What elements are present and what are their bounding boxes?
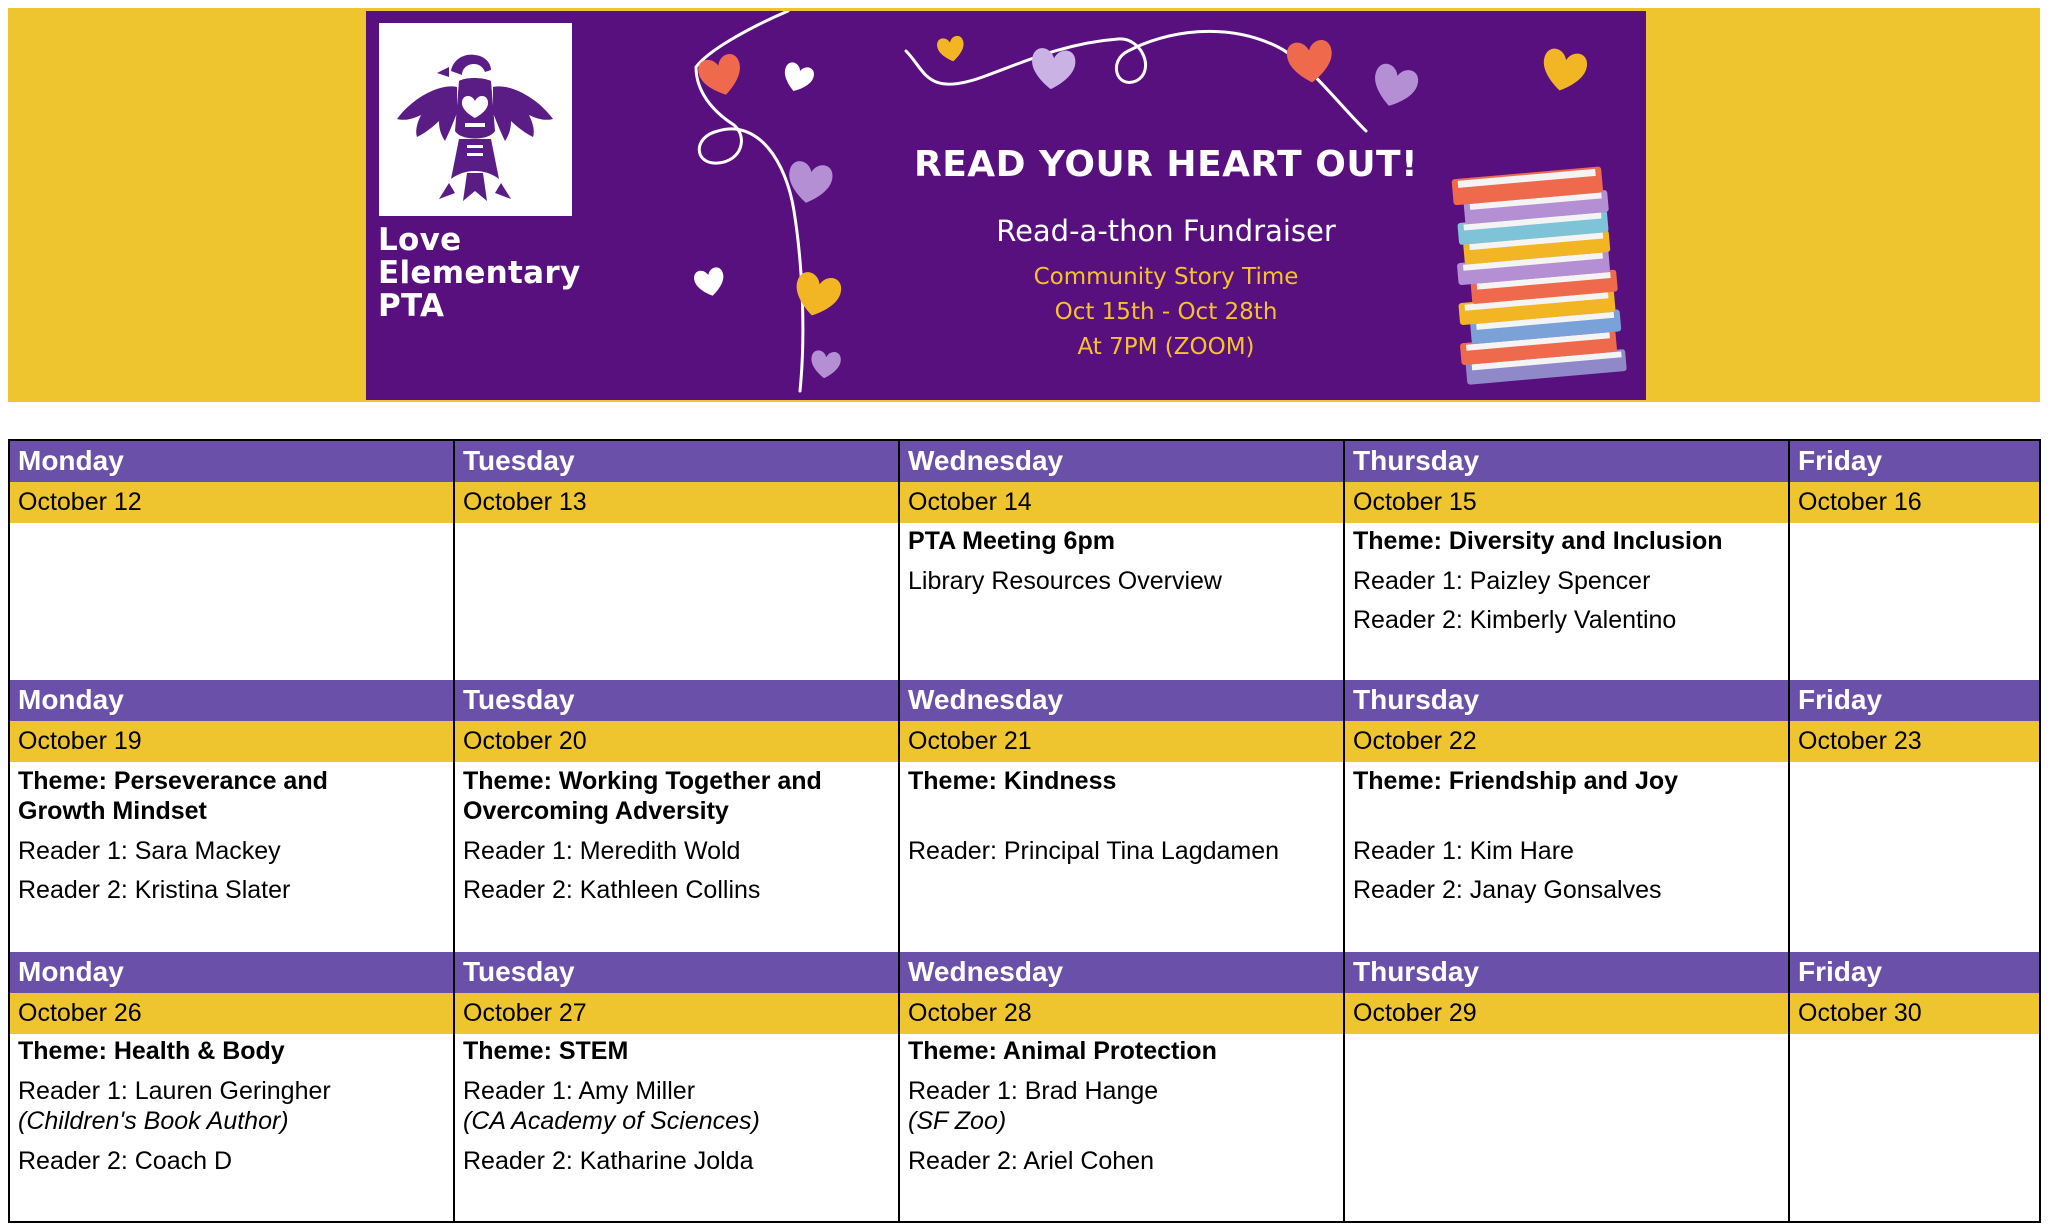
reader-1: Reader 1: Amy Miller (463, 1077, 696, 1105)
date-row (10, 993, 2039, 1034)
reader-2: Reader 2: Janay Gonsalves (1353, 876, 1662, 904)
theme-label: Theme: Working Together and (463, 767, 822, 795)
day-cell-empty (10, 523, 455, 680)
date-label: October 21 (908, 727, 1032, 755)
day-cell (455, 1034, 900, 1221)
reader-2: Reader 2: Kristina Slater (18, 876, 291, 904)
day-cell-empty (455, 523, 900, 680)
reader-1: Reader 1: Brad Hange (908, 1077, 1159, 1105)
date-label: October 23 (1798, 727, 1922, 755)
week-2 (10, 680, 2039, 952)
day-cell (1345, 523, 1790, 680)
date-label: October 20 (463, 727, 587, 755)
date-label: October 13 (463, 488, 587, 516)
day-cell (10, 762, 455, 952)
date-label: October 29 (1353, 999, 1477, 1027)
reader-1-affiliation: (Children's Book Author) (18, 1107, 289, 1135)
event-time: At 7PM (ZOOM) (1077, 334, 1255, 360)
date-label: October 14 (908, 488, 1032, 516)
theme-label: Theme: Animal Protection (908, 1037, 1217, 1065)
day-header: Monday (18, 956, 124, 987)
day-header-row (10, 680, 2039, 721)
theme-label: Overcoming Adversity (463, 797, 729, 825)
org-name-line-3: PTA (378, 288, 445, 324)
day-cell (455, 762, 900, 952)
day-header-row (10, 952, 2039, 993)
day-header: Tuesday (463, 445, 575, 476)
day-header: Thursday (1353, 956, 1480, 987)
day-cell (900, 523, 1345, 680)
day-header: Tuesday (463, 956, 575, 987)
day-cell-empty (1790, 523, 2039, 680)
day-cell-empty (1790, 1034, 2039, 1221)
org-name-line-1: Love (378, 222, 462, 258)
date-row (10, 482, 2039, 523)
day-cell (10, 1034, 455, 1221)
book-stack-icon (1436, 146, 1646, 400)
day-cell-empty (1345, 1034, 1790, 1221)
reader-1: Reader 1: Meredith Wold (463, 837, 741, 865)
day-header: Friday (1798, 684, 1883, 715)
reader-1-affiliation: (SF Zoo) (908, 1107, 1007, 1135)
day-header: Thursday (1353, 445, 1480, 476)
headline: READ YOUR HEART OUT! (913, 144, 1419, 185)
day-header: Thursday (1353, 684, 1480, 715)
event-title: PTA Meeting 6pm (908, 527, 1115, 555)
theme-label: Theme: Health & Body (18, 1037, 285, 1065)
events-row (10, 762, 2039, 952)
reader: Reader: Principal Tina Lagdamen (908, 837, 1280, 865)
day-cell (900, 1034, 1345, 1221)
reader-2: Reader 2: Katharine Jolda (463, 1147, 754, 1175)
theme-label: Theme: Diversity and Inclusion (1353, 527, 1723, 555)
events-row (10, 523, 2039, 680)
day-cell (900, 762, 1345, 952)
theme-label: Theme: Friendship and Joy (1353, 767, 1679, 795)
date-label: October 30 (1798, 999, 1922, 1027)
readathon-calendar (8, 439, 2041, 1223)
event-dates: Oct 15th - Oct 28th (1054, 299, 1278, 325)
date-label: October 27 (463, 999, 587, 1027)
date-label: October 26 (18, 999, 142, 1027)
day-header: Wednesday (908, 445, 1064, 476)
reader-1: Reader 1: Kim Hare (1353, 837, 1574, 865)
events-row (10, 1034, 2039, 1221)
day-cell-empty (1790, 762, 2039, 952)
date-label: October 28 (908, 999, 1032, 1027)
date-label: October 12 (18, 488, 142, 516)
date-label: October 15 (1353, 488, 1477, 516)
week-1 (10, 441, 2039, 680)
reader-1-affiliation: (CA Academy of Sciences) (463, 1107, 760, 1135)
org-name-line-2: Elementary (378, 255, 581, 291)
reader-2: Reader 2: Kimberly Valentino (1353, 606, 1677, 634)
day-header: Monday (18, 684, 124, 715)
day-header: Tuesday (463, 684, 575, 715)
day-header: Wednesday (908, 684, 1064, 715)
reader-2: Reader 2: Ariel Cohen (908, 1147, 1154, 1175)
reader-1: Reader 1: Lauren Geringher (18, 1077, 331, 1105)
readathon-banner (366, 11, 1646, 400)
day-header-row (10, 441, 2039, 482)
day-cell (1345, 762, 1790, 952)
theme-label: Theme: Kindness (908, 767, 1117, 795)
date-label: October 22 (1353, 727, 1477, 755)
reader-1: Reader 1: Paizley Spencer (1353, 567, 1651, 595)
day-header: Wednesday (908, 956, 1064, 987)
reader-1: Reader 1: Sara Mackey (18, 837, 281, 865)
week-3 (10, 952, 2039, 1221)
subtitle: Read-a-thon Fundraiser (996, 214, 1336, 248)
date-label: October 16 (1798, 488, 1922, 516)
reader-2: Reader 2: Coach D (18, 1147, 233, 1175)
day-header: Friday (1798, 956, 1883, 987)
event-note: Library Resources Overview (908, 567, 1222, 595)
day-header: Friday (1798, 445, 1883, 476)
event-name: Community Story Time (1033, 264, 1299, 290)
theme-label: Theme: Perseverance and (18, 767, 328, 795)
day-header: Monday (18, 445, 124, 476)
date-row (10, 721, 2039, 762)
date-label: October 19 (18, 727, 142, 755)
reader-2: Reader 2: Kathleen Collins (463, 876, 761, 904)
theme-label: Growth Mindset (18, 797, 207, 825)
theme-label: Theme: STEM (463, 1037, 629, 1065)
